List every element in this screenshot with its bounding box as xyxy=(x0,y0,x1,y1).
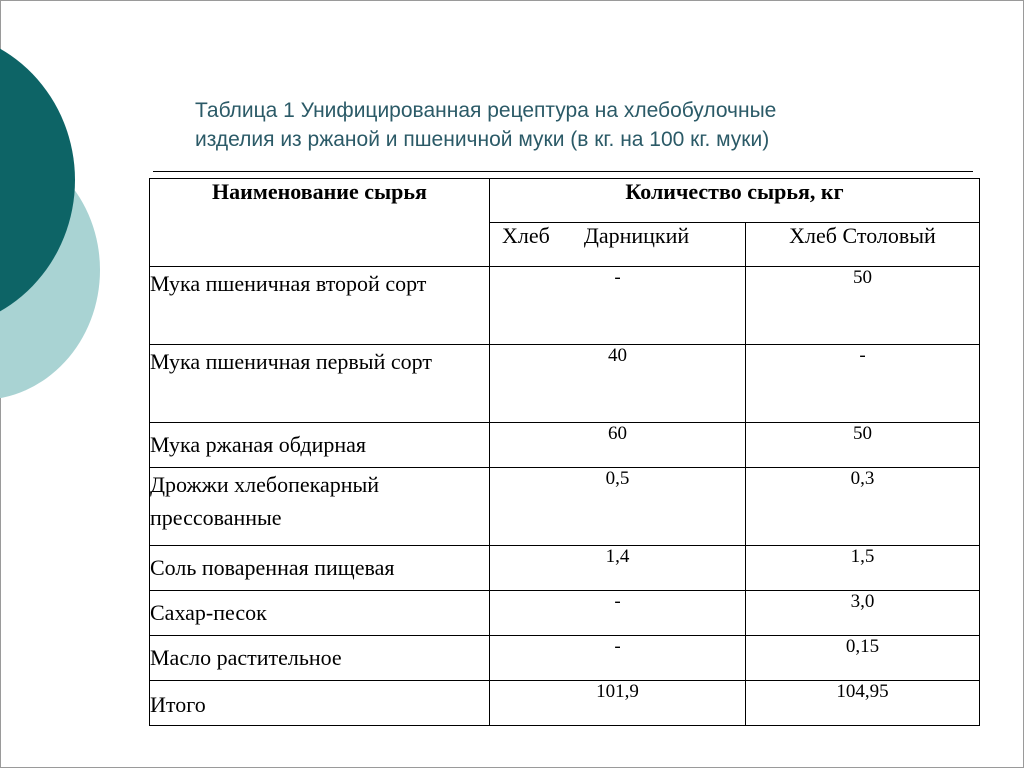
subheader-darnitsky-word1: Хлеб xyxy=(502,223,550,248)
row-name: Дрожжи хлебопекарный прессованные xyxy=(150,468,490,546)
recipe-table xyxy=(149,178,980,726)
row-darnitsky-value: - xyxy=(490,636,746,681)
row-stolovy-value: 50 xyxy=(746,267,980,345)
table-row xyxy=(150,591,980,636)
table-row xyxy=(150,267,980,345)
title-divider xyxy=(153,171,973,172)
header-qty-cell: Количество сырья, кг xyxy=(490,179,980,223)
row-name: Мука ржаная обдирная xyxy=(150,423,490,468)
title-line-2: изделия из ржаной и пшеничной муки (в кг. на 100 кг. муки) xyxy=(195,128,770,151)
row-darnitsky-value: 1,4 xyxy=(490,546,746,591)
row-stolovy-value: 0,15 xyxy=(746,636,980,681)
row-stolovy-value: 0,3 xyxy=(746,468,980,546)
row-darnitsky-value: 0,5 xyxy=(490,468,746,546)
table-row-total xyxy=(150,681,980,726)
row-stolovy-value: 3,0 xyxy=(746,591,980,636)
row-name: Масло растительное xyxy=(150,636,490,681)
row-darnitsky-value: 40 xyxy=(490,345,746,423)
row-darnitsky-value: 60 xyxy=(490,423,746,468)
table-row xyxy=(150,423,980,468)
row-stolovy-value: 104,95 xyxy=(746,681,980,726)
row-darnitsky-value: - xyxy=(490,591,746,636)
row-name: Итого xyxy=(150,681,490,726)
table-row xyxy=(150,468,980,546)
decorative-circles xyxy=(0,0,120,420)
row-name: Соль поваренная пищевая xyxy=(150,546,490,591)
title-line-1: Таблица 1 Унифицированная рецептура на хлебобулочные xyxy=(195,99,777,122)
row-stolovy-value: 50 xyxy=(746,423,980,468)
row-stolovy-value: 1,5 xyxy=(746,546,980,591)
row-darnitsky-value: 101,9 xyxy=(490,681,746,726)
header-name-cell: Наименование сырья xyxy=(150,179,490,267)
row-name: Сахар-песок xyxy=(150,591,490,636)
subheader-stolovy: Хлеб Столовый xyxy=(746,223,980,267)
header-row xyxy=(150,179,980,223)
table-row xyxy=(150,546,980,591)
subheader-darnitsky xyxy=(490,223,746,267)
subheader-darnitsky-word2: Дарницкий xyxy=(583,223,690,248)
row-stolovy-value: - xyxy=(746,345,980,423)
table-row xyxy=(150,636,980,681)
row-darnitsky-value: - xyxy=(490,267,746,345)
slide-title xyxy=(195,96,975,154)
table-row xyxy=(150,345,980,423)
row-name: Мука пшеничная первый сорт xyxy=(150,345,490,423)
row-name: Мука пшеничная второй сорт xyxy=(150,267,490,345)
